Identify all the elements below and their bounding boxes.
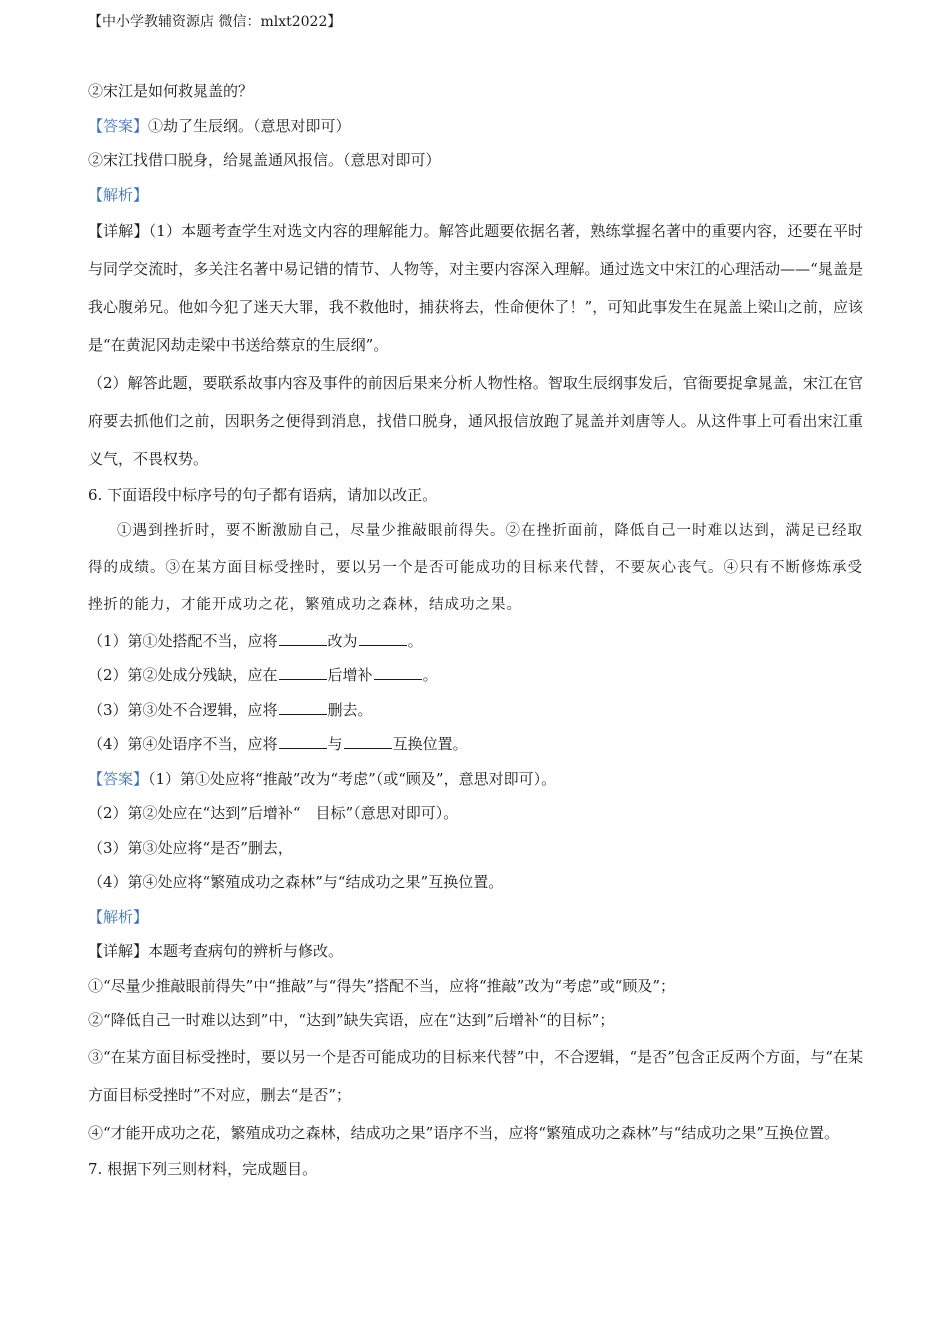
question-5-2: ②宋江是如何救晁盖的？ bbox=[88, 82, 254, 100]
detail-paragraph-2: （2）解答此题，要联系故事内容及事件的前因后果来分析人物性格。智取生辰纲事发后，官衙要捉拿晁盖，宋江在官府要去抓他们之前，因职务之便得到消息，找借口脱身，通风报信放跑了晁盖并刘唐等人。从这件事上可看出宋江重义气，不畏权势。 bbox=[88, 374, 863, 468]
page-header: 【中小学教辅资源店 微信：mlxt2022】 bbox=[88, 14, 342, 30]
answer-blank[interactable] bbox=[279, 665, 327, 680]
analysis-tag: 【解析】 bbox=[88, 185, 149, 204]
sub-question-3 bbox=[88, 693, 863, 728]
sub-question-text: （1）第①处搭配不当，应将 bbox=[88, 631, 278, 650]
sub-question-text: 互换位置。 bbox=[392, 735, 468, 753]
sub-question-text: （2）第②处成分残缺，应在 bbox=[88, 666, 278, 684]
answer-blank[interactable] bbox=[359, 631, 407, 646]
sub-question-text: 。 bbox=[407, 631, 423, 650]
sub-question-4 bbox=[88, 727, 863, 762]
answer-line-2: ②宋江找借口脱身，给晁盖通风报信。（意思对即可） bbox=[88, 151, 441, 169]
q6-detail-1: ①“尽量少推敲眼前得失”中“推敲”与“得失”搭配不当，应将“推敲”改为“考虑”或“顾及”； bbox=[88, 976, 676, 995]
document-body bbox=[88, 74, 863, 1186]
detail-paragraph-1: 【详解】（1）本题考查学生对选文内容的理解能力。解答此题要依据名著，熟练掌握名著中的重要内容，还要在平时与同学交流时，多关注名著中易记错的情节、人物等，对主要内容深入理解。通过选文中宋江的心理活动——“晁盖是我心腹弟兄。他如今犯了迷天大罪，我不救他时，捕获将去，性命便休了！”，可知此事发生在晁盖上梁山之前，应该是“在黄泥冈劫走梁中书送给蔡京的生辰纲”。 bbox=[88, 222, 863, 354]
sub-question-2 bbox=[88, 658, 863, 693]
q6-answer-line-4: （4）第④处应将“繁殖成功之森林”与“结成功之果”互换位置。 bbox=[88, 873, 504, 891]
q6-answer-line-3: （3）第③处应将“是否”删去， bbox=[88, 838, 293, 857]
question-6-stem: 6. 下面语段中标序号的句子都有语病，请加以改正。 bbox=[88, 486, 438, 504]
q6-answer-line-2: （2）第②处应在“达到”后增补“ 目标”（意思对即可）。 bbox=[88, 804, 459, 822]
answer-blank[interactable] bbox=[344, 734, 392, 749]
question-7-stem: 7. 根据下列三则材料，完成题目。 bbox=[88, 1159, 318, 1178]
q6-detail-4: ④“才能开成功之花，繁殖成功之森林，结成功之果”语序不当，应将“繁殖成功之森林”与“结成功之果”互换位置。 bbox=[88, 1123, 840, 1142]
sub-question-text: 。 bbox=[422, 666, 438, 684]
sub-question-1 bbox=[88, 624, 863, 659]
sub-question-text: 与 bbox=[327, 735, 343, 753]
answer-tag: 【答案】 bbox=[88, 116, 149, 135]
answer-text: ①劫了生辰纲。（意思对即可） bbox=[148, 116, 351, 135]
answer-blank[interactable] bbox=[279, 734, 327, 749]
question-6-passage: ①遇到挫折时，要不断激励自己，尽量少推敲眼前得失。②在挫折面前，降低自己一时难以达到，满足已经取得的成绩。③在某方面目标受挫时，要以另一个是否可能成功的目标来代替，不要灰心丧气。④只有不断修炼承受挫折的能力，才能开成功之花，繁殖成功之森林，结成功之果。 bbox=[88, 522, 863, 613]
answer-blank[interactable] bbox=[374, 665, 422, 680]
answer-tag: 【答案】 bbox=[88, 769, 149, 788]
analysis-tag: 【解析】 bbox=[88, 907, 149, 926]
sub-question-text: （4）第④处语序不当，应将 bbox=[88, 735, 278, 753]
q6-answer-line-1 bbox=[88, 762, 863, 797]
q6-detail-2: ②“降低自己一时难以达到”中，“达到”缺失宾语，应在“达到”后增补“的目标”； bbox=[88, 1011, 615, 1029]
sub-question-text: 后增补 bbox=[327, 666, 373, 684]
sub-question-text: 删去。 bbox=[327, 700, 373, 719]
sub-question-text: 改为 bbox=[327, 631, 358, 650]
answer-blank[interactable] bbox=[279, 631, 327, 646]
q6-detail-3: ③“在某方面目标受挫时，要以另一个是否可能成功的目标来代替”中，不合逻辑，“是否”包含正反两个方面，与“在某方面目标受挫时”不对应，删去“是否”； bbox=[88, 1047, 863, 1104]
answer-line-1 bbox=[88, 109, 863, 144]
q6-detail-intro: 【详解】本题考查病句的辨析与修改。 bbox=[88, 942, 344, 960]
answer-blank[interactable] bbox=[279, 700, 327, 715]
answer-text: （1）第①处应将“推敲”改为“考虑”（或“顾及”，意思对即可）。 bbox=[148, 769, 557, 788]
sub-question-text: （3）第③处不合逻辑，应将 bbox=[88, 700, 278, 719]
